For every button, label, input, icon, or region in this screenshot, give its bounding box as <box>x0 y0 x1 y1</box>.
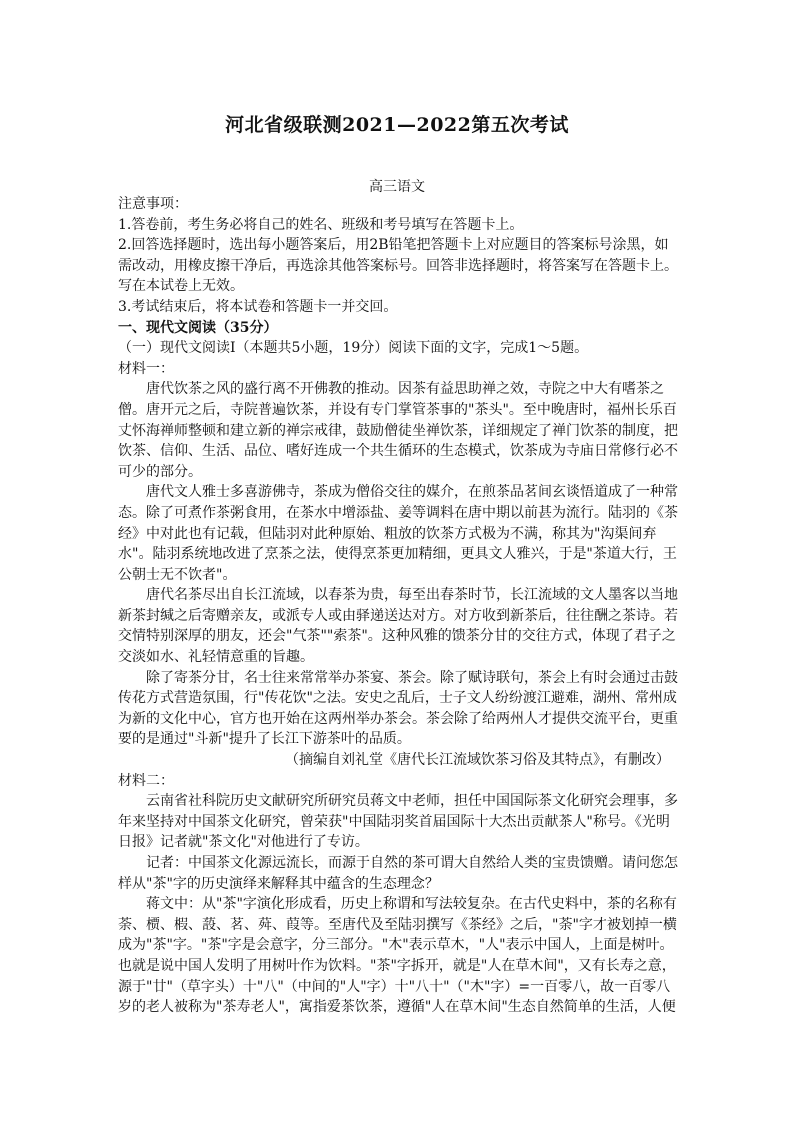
section-heading: 一、现代文阅读（35分） <box>118 319 278 336</box>
paragraph: 除了寄茶分甘，名士往来常常举办茶宴、茶会。除了赋诗联句，茶会上有时会通过击鼓传花方式营造氛围，行"传花饮"之法。安史之乱后，士子文人纷纷渡江避难，湖州、常州成为新的文化中心，官方也开始在这两州举办茶会。茶会除了给两州人才提供交流平台，更重要的是通过"斗新"提升了长江下游茶叶的品质。 <box>118 669 678 748</box>
notice-heading: 注意事项： <box>118 196 188 212</box>
material-label: 材料一： <box>118 360 174 377</box>
paragraph: 记者：中国茶文化源远流长，而源于自然的茶可谓大自然给人类的宝贵馈赠。请问您怎样从"茶"字的历史演绎来解释其中蕴含的生态理念？ <box>118 855 678 892</box>
paragraph: 唐代文人雅士多喜游佛寺，茶成为僧俗交往的媒介，在煎茶品茗间玄谈悟道成了一种常态。除了可煮作茶粥食用，在茶水中增添盐、姜等调料在唐中期以前甚为流行。陆羽的《茶经》中对此也有记载，但陆羽对此种原始、粗放的饮茶方式极为不满，称其为"沟渠间弃水"。陆羽系统地改进了烹茶之法，使得烹茶更加精细，更具文人雅兴，于是"茶道大行，王公朝士无不饮者"。 <box>118 484 678 583</box>
paragraph: 蒋文中：从"茶"字演化形成看，历史上称谓和写法较复杂。在古代史料中，茶的名称有荼、槚、椵、蔎、茗、荈、葭等。至唐代及至陆羽撰写《茶经》之后，"荼"字才被划掉一横成为"茶"字。"茶"字是会意字，分三部分。"木"表示草木，"人"表示中国人，上面是树叶。也就是说中国人发明了用树叶作为饮料。"茶"字拆开，就是"人在草木间"，又有长寿之意，源于"廿"（草字头）十"八"（中间的"人"字）十"八十"（"木"字）=一百零八，故一百零八岁的老人被称为"茶寿老人"，寓指爱茶饮茶，遵循"人在草木间"生态自然简单的生活，人便 <box>118 896 677 1016</box>
notice-item: 2.回答选择题时，选出每小题答案后，用2B铅笔把答题卡上对应题目的答案标号涂黑，如需改动，用橡皮擦干净后，再选涂其他答案标号。回答非选择题时，将答案写在答题卡上。写在本试卷上无效。 <box>118 237 678 295</box>
source-citation: （摘编自刘礼堂《唐代长江流域饮茶习俗及其特点》，有删改） <box>285 752 670 769</box>
paragraph: 云南省社科院历史文献研究所研究员蒋文中老师，担任中国国际茶文化研究会理事，多年来坚持对中国茶文化研究，曾荣获"中国陆羽奖首届国际十大杰出贡献茶人"称号。《光明日报》记者就"茶文化"对他进行了专访。 <box>118 793 678 851</box>
section-instruction: （一）现代文阅读Ⅰ（本题共5小题，19分）阅读下面的文字，完成1～5题。 <box>118 340 589 357</box>
exam-title: 河北省级联测2021—2022第五次考试 <box>225 114 569 136</box>
notice-item: 1.答卷前，考生务必将自己的姓名、班级和考号填写在答题卡上。 <box>118 216 524 233</box>
exam-subject: 高三语文 <box>369 179 425 195</box>
notice-item: 3.考试结束后，将本试卷和答题卡一并交回。 <box>118 298 398 315</box>
paragraph: 唐代饮茶之风的盛行离不开佛教的推动。因茶有益思助禅之效，寺院之中大有嗜茶之僧。唐开元之后，寺院普遍饮茶，并设有专门掌管茶事的"茶头"。至中晚唐时，福州长乐百丈怀海禅师整顿和建立新的禅宗戒律，鼓励僧徒坐禅饮茶，详细规定了禅门饮茶的制度，把饮茶、信仰、生活、品位、嗜好连成一个共生循环的生态模式，饮茶成为寺庙日常修行必不可少的部分。 <box>118 381 678 480</box>
exam-body <box>118 194 678 1018</box>
material-label: 材料二： <box>118 772 174 789</box>
paragraph: 唐代名茶尽出自长江流域，以春茶为贵，每至出春茶时节，长江流域的文人墨客以当地新茶封缄之后寄赠亲友，或派专人或由驿递送达对方。对方收到新茶后，往往酬之茶诗。若交情特别深厚的朋友，还会"气茶""索茶"。这种风雅的馈茶分甘的交往方式，体现了君子之交淡如水、礼轻情意重的旨趣。 <box>118 587 678 666</box>
